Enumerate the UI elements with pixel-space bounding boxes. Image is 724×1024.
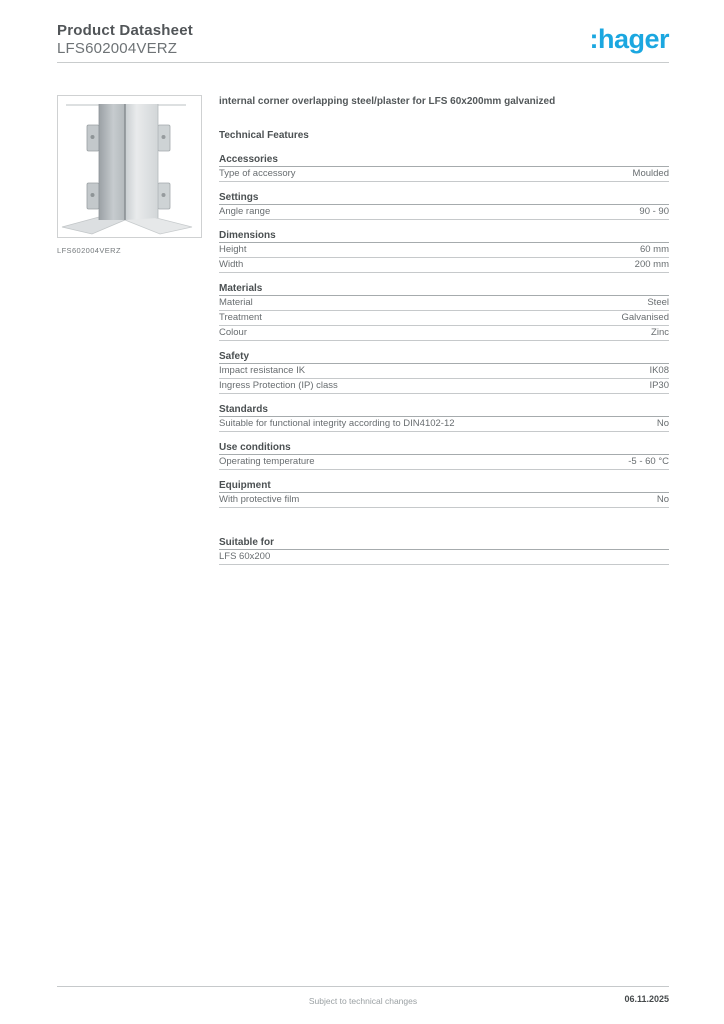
spec-row xyxy=(219,417,669,432)
spec-value: Galvanised xyxy=(621,312,669,323)
spec-row xyxy=(219,379,669,394)
footer-note: Subject to technical changes xyxy=(308,996,418,1006)
product-image xyxy=(57,95,202,238)
header-divider xyxy=(57,62,669,63)
page-footer xyxy=(57,986,669,1006)
footer-date: 06.11.2025 xyxy=(624,994,669,1004)
spec-row xyxy=(219,205,669,220)
section-safety xyxy=(219,352,669,394)
spec-label: Type of accessory xyxy=(219,168,296,179)
section-materials xyxy=(219,284,669,341)
section-title: Equipment xyxy=(219,481,669,493)
hager-logo: :hager xyxy=(589,24,669,54)
spec-value: -5 - 60 °C xyxy=(628,456,669,467)
spec-label: Material xyxy=(219,297,253,308)
spec-value: IP30 xyxy=(649,380,669,391)
spec-row xyxy=(219,167,669,182)
spec-row xyxy=(219,311,669,326)
product-image-caption: LFS602004VERZ xyxy=(57,246,121,255)
section-title: Suitable for xyxy=(219,538,669,550)
section-title: Use conditions xyxy=(219,443,669,455)
spec-row xyxy=(219,455,669,470)
spec-label: Height xyxy=(219,244,247,255)
spec-label: Impact resistance IK xyxy=(219,365,306,376)
footer-inner xyxy=(57,987,669,1006)
spec-label: Treatment xyxy=(219,312,262,323)
product-image-column xyxy=(57,95,202,565)
header-titles xyxy=(57,22,193,58)
spec-value: Moulded xyxy=(632,168,669,179)
product-description: internal corner overlapping steel/plaster for LFS 60x200mm galvanized xyxy=(219,96,556,107)
spec-row xyxy=(219,550,669,565)
spec-row xyxy=(219,326,669,341)
spec-label: With protective film xyxy=(219,494,300,505)
technical-features-title: Technical Features xyxy=(219,130,309,141)
section-title: Accessories xyxy=(219,155,669,167)
spec-value: IK08 xyxy=(649,365,669,376)
specs-column xyxy=(219,95,669,565)
section-accessories xyxy=(219,155,669,182)
spec-row xyxy=(219,258,669,273)
section-title: Settings xyxy=(219,193,669,205)
page-header xyxy=(0,0,724,58)
section-title: Materials xyxy=(219,284,669,296)
spec-row xyxy=(219,296,669,311)
spec-value: 200 mm xyxy=(634,259,669,270)
product-code: LFS602004VERZ xyxy=(57,40,178,57)
spec-label: Width xyxy=(219,259,244,270)
spec-row xyxy=(219,243,669,258)
content-area xyxy=(57,95,669,565)
section-suitable-for xyxy=(219,538,669,565)
spec-label: Operating temperature xyxy=(219,456,315,467)
spec-label: Suitable for functional integrity according to DIN4102-12 xyxy=(219,418,455,429)
sections-container xyxy=(219,155,669,508)
spec-value: Zinc xyxy=(651,327,669,338)
spec-value: 60 mm xyxy=(639,244,669,255)
spec-value: Steel xyxy=(647,297,669,308)
section-dimensions xyxy=(219,231,669,273)
spec-value: 90 - 90 xyxy=(639,206,669,217)
spec-label: Colour xyxy=(219,327,247,338)
section-use-conditions xyxy=(219,443,669,470)
spec-label: Ingress Protection (IP) class xyxy=(219,380,338,391)
suitable-for-item: LFS 60x200 xyxy=(219,551,271,562)
section-standards xyxy=(219,405,669,432)
spec-row xyxy=(219,493,669,508)
spec-value: No xyxy=(656,418,669,429)
spec-label: Angle range xyxy=(219,206,271,217)
section-title: Dimensions xyxy=(219,231,669,243)
section-equipment xyxy=(219,481,669,508)
corner-profile-illustration xyxy=(58,96,201,237)
document-title: Product Datasheet xyxy=(57,22,193,39)
section-title: Standards xyxy=(219,405,669,417)
spec-row xyxy=(219,364,669,379)
spec-value: No xyxy=(656,494,669,505)
section-settings xyxy=(219,193,669,220)
section-title: Safety xyxy=(219,352,669,364)
